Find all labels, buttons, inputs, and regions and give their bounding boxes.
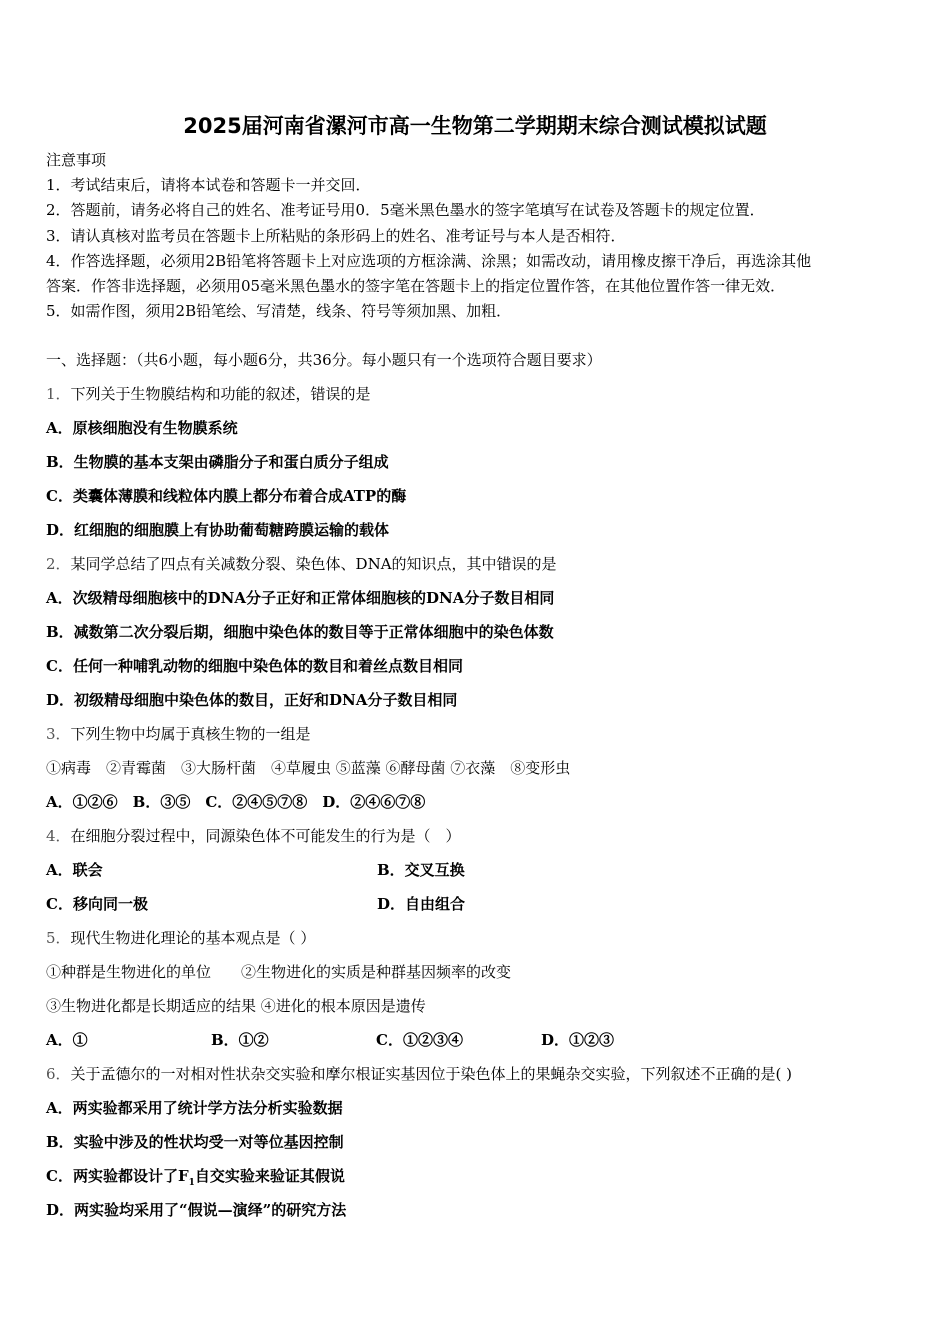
option: D．①②③ xyxy=(541,1031,615,1049)
option: C．①②③④ xyxy=(376,1031,463,1049)
question-4 xyxy=(46,823,926,857)
options-row: A．①②⑥ B．③⑤ C．②④⑤⑦⑧ D．②④⑥⑦⑧ xyxy=(46,793,426,811)
statement-list: ③生物进化都是长期适应的结果 ④进化的根本原因是遗传 xyxy=(46,997,426,1015)
note-item: 5．如需作图，须用2B铅笔绘、写清楚，线条、符号等须加黑、加粗． xyxy=(46,302,512,321)
subscript: 1 xyxy=(188,1178,195,1188)
option: A．联会 xyxy=(46,861,103,879)
option xyxy=(46,1163,926,1197)
option: B．实验中涉及的性状均受一对等位基因控制 xyxy=(46,1133,344,1151)
note-item: 4．作答选择题，必须用2B铅笔将答题卡上对应选项的方框涂满、涂黑；如需改动，请用橡皮擦干净后，再选涂其他 xyxy=(46,251,812,270)
option: A．① xyxy=(46,1031,88,1049)
statement-list: ①种群是生物进化的单位 ②生物进化的实质是种群基因频率的改变 xyxy=(46,963,512,981)
question-2 xyxy=(46,551,926,585)
option: B．生物膜的基本支架由磷脂分子和蛋白质分子组成 xyxy=(46,453,389,471)
question-3 xyxy=(46,721,926,755)
option: D．自由组合 xyxy=(377,895,466,913)
question-number: 3． xyxy=(46,725,71,743)
question-5 xyxy=(46,925,926,959)
option: D．初级精母细胞中染色体的数目，正好和DNA分子数目相同 xyxy=(46,691,458,709)
question-number: 5． xyxy=(46,929,71,947)
question-1 xyxy=(46,381,926,415)
option: C．任何一种哺乳动物的细胞中染色体的数目和着丝点数目相同 xyxy=(46,657,463,675)
question-number: 1． xyxy=(46,385,71,403)
option: B．①② xyxy=(211,1031,269,1049)
question-stem: 某同学总结了四点有关减数分裂、染色体、DNA的知识点，其中错误的是 xyxy=(70,555,557,573)
note-item: 2．答题前，请务必将自己的姓名、准考证号用0．5毫米黑色墨水的签字笔填写在试卷及答题卡的规定位置． xyxy=(46,201,765,220)
question-stem: 关于孟德尔的一对相对性状杂交实验和摩尔根证实基因位于染色体上的果蝇杂交实验，下列叙述不正确的是( ) xyxy=(70,1065,793,1083)
options-row xyxy=(46,891,926,925)
options-row xyxy=(46,1027,926,1061)
question-6 xyxy=(46,1061,926,1095)
section-heading: 一、选择题：（共6小题，每小题6分，共36分。每小题只有一个选项符合题目要求） xyxy=(46,351,602,369)
notes-heading: 注意事项 xyxy=(46,151,107,169)
option: C．移向同一极 xyxy=(46,895,148,913)
option: D．两实验均采用了“假说—演绎”的研究方法 xyxy=(46,1201,347,1219)
note-item: 3．请认真核对监考员在答题卡上所粘贴的条形码上的姓名、准考证号与本人是否相符． xyxy=(46,226,626,245)
option: D．红细胞的细胞膜上有协助葡萄糖跨膜运输的载体 xyxy=(46,521,390,539)
question-stem: 下列生物中均属于真核生物的一组是 xyxy=(70,725,311,743)
note-item: 1．考试结束后，请将本试卷和答题卡一并交回． xyxy=(46,176,371,195)
notes-section xyxy=(46,148,916,324)
option: C．类囊体薄膜和线粒体内膜上都分布着合成ATP的酶 xyxy=(46,487,407,505)
option: B．减数第二次分裂后期，细胞中染色体的数目等于正常体细胞中的染色体数 xyxy=(46,623,554,641)
options-row xyxy=(46,857,926,891)
option: A．两实验都采用了统计学方法分析实验数据 xyxy=(46,1099,343,1117)
option: A．原核细胞没有生物膜系统 xyxy=(46,419,238,437)
question-stem: 下列关于生物膜结构和功能的叙述，错误的是 xyxy=(70,385,371,403)
question-stem: 在细胞分裂过程中，同源染色体不可能发生的行为是（ ） xyxy=(70,827,461,845)
option: B．交叉互换 xyxy=(377,861,465,879)
note-item: 答案．作答非选择题，必须用05毫米黑色墨水的签字笔在答题卡上的指定位置作答，在其他位置作答一律无效． xyxy=(46,277,786,296)
question-stem: 现代生物进化理论的基本观点是（ ） xyxy=(70,929,316,947)
question-number: 2． xyxy=(46,555,71,573)
option-text: 自交实验来验证其假说 xyxy=(194,1167,345,1185)
organism-list: ①病毒 ②青霉菌 ③大肠杆菌 ④草履虫 ⑤蓝藻 ⑥酵母菌 ⑦衣藻 ⑧变形虫 xyxy=(46,759,571,777)
question-number: 4． xyxy=(46,827,71,845)
option-text: C．两实验都设计了F xyxy=(46,1167,189,1185)
question-number: 6． xyxy=(46,1065,71,1083)
option: A．次级精母细胞核中的DNA分子正好和正常体细胞核的DNA分子数目相同 xyxy=(46,589,555,607)
page-title: 2025届河南省漯河市高一生物第二学期期末综合测试模拟试题 xyxy=(183,114,767,138)
questions xyxy=(46,347,926,1231)
